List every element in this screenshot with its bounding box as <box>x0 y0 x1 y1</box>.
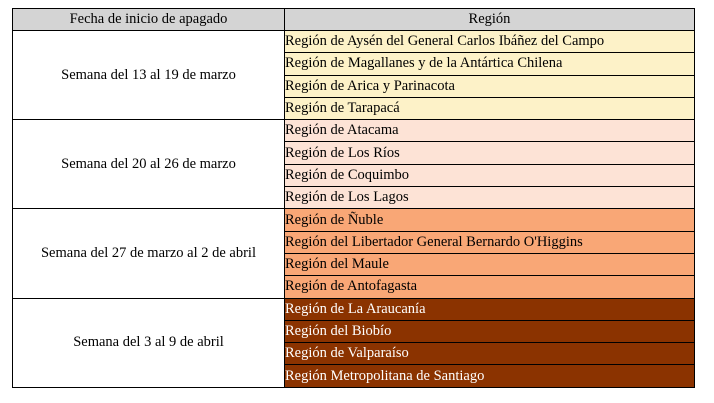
region-cell: Región del Biobío <box>285 320 695 342</box>
region-cell: Región de Valparaíso <box>285 343 695 365</box>
region-column-header: Región <box>285 9 695 31</box>
region-cell: Región de Tarapacá <box>285 97 695 119</box>
header-row <box>13 9 695 31</box>
region-cell: Región Metropolitana de Santiago <box>285 365 695 387</box>
region-cell: Región de Los Ríos <box>285 142 695 164</box>
week-cell: Semana del 27 de marzo al 2 de abril <box>13 209 285 298</box>
region-cell: Región de Ñuble <box>285 209 695 231</box>
table-row <box>13 31 695 53</box>
week-cell: Semana del 3 al 9 de abril <box>13 298 285 387</box>
region-cell: Región de Magallanes y de la Antártica Chilena <box>285 53 695 75</box>
week-cell: Semana del 20 al 26 de marzo <box>13 120 285 209</box>
region-cell: Región de Arica y Parinacota <box>285 75 695 97</box>
blackout-schedule-table <box>12 8 695 388</box>
region-cell: Región de La Araucanía <box>285 298 695 320</box>
region-cell: Región de Coquimbo <box>285 164 695 186</box>
date-column-header: Fecha de inicio de apagado <box>13 9 285 31</box>
region-cell: Región del Maule <box>285 253 695 275</box>
region-cell: Región de Antofagasta <box>285 276 695 298</box>
schedule-body <box>13 31 695 388</box>
table-row <box>13 298 695 320</box>
region-cell: Región de Aysén del General Carlos Ibáñez del Campo <box>285 31 695 53</box>
region-cell: Región de Atacama <box>285 120 695 142</box>
table-row <box>13 120 695 142</box>
table-row <box>13 209 695 231</box>
region-cell: Región del Libertador General Bernardo O'Higgins <box>285 231 695 253</box>
week-cell: Semana del 13 al 19 de marzo <box>13 31 285 120</box>
region-cell: Región de Los Lagos <box>285 187 695 209</box>
